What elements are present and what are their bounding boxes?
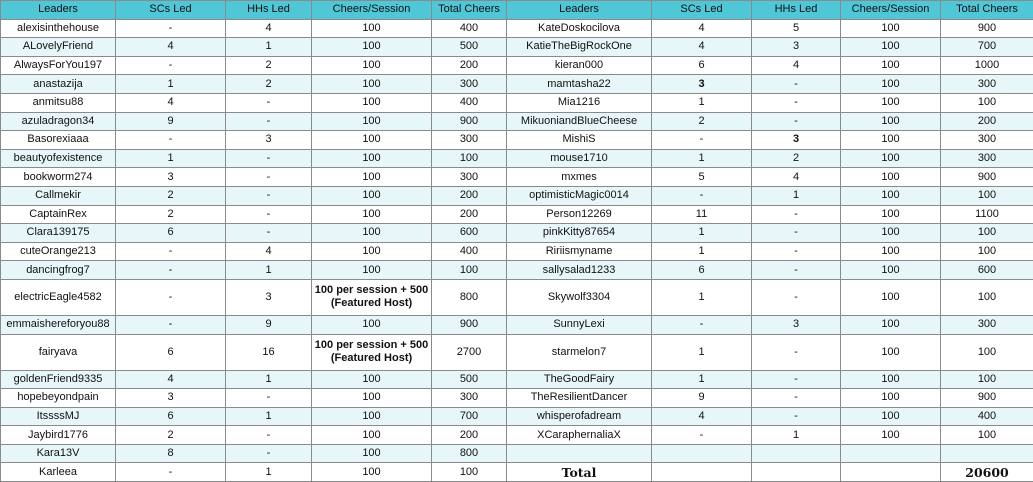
left-cheers-per-session-cell: 100 — [312, 389, 432, 408]
right-cheers-per-session-cell: 100 — [841, 149, 941, 168]
right-total-cheers-cell: 300 — [941, 75, 1033, 94]
right-leader-cell: kieran000 — [507, 56, 652, 75]
right-scs-led-cell: - — [652, 426, 752, 445]
left-scs-led-cell: 4 — [116, 38, 226, 57]
right-leader-cell: starmelon7 — [507, 334, 652, 370]
table-row — [1, 315, 1033, 334]
right-total-cheers-cell: 100 — [941, 242, 1033, 261]
left-cheers-per-session-cell: 100 — [312, 426, 432, 445]
right-scs-led-cell: 6 — [652, 56, 752, 75]
right-total-cheers-cell: 300 — [941, 149, 1033, 168]
left-total-cheers-cell: 700 — [432, 407, 507, 426]
left-hhs-led-cell: 3 — [226, 279, 312, 315]
right-leader-cell: mxmes — [507, 168, 652, 187]
table-row — [1, 279, 1033, 315]
left-scs-led-cell: 6 — [116, 334, 226, 370]
left-leader-cell: bookworm274 — [1, 168, 116, 187]
left-total-cheers-cell: 900 — [432, 315, 507, 334]
right-hhs-led-cell: 1 — [752, 426, 841, 445]
left-hhs-led-cell: 1 — [226, 261, 312, 280]
left-leader-cell: Kara13V — [1, 444, 116, 463]
table-row — [1, 38, 1033, 57]
left-leader-cell: anastazija — [1, 75, 116, 94]
left-hhs-led-cell: 2 — [226, 75, 312, 94]
right-hhs-led-cell: - — [752, 112, 841, 131]
header-leaders-right: Leaders — [507, 1, 652, 20]
right-cheers-per-session-cell: 100 — [841, 334, 941, 370]
right-cheers-per-session-cell: 100 — [841, 279, 941, 315]
left-hhs-led-cell: - — [226, 389, 312, 408]
left-total-cheers-cell: 500 — [432, 370, 507, 389]
left-leader-cell: alexisinthehouse — [1, 19, 116, 38]
right-total-cheers-cell: 900 — [941, 19, 1033, 38]
left-leader-cell: cuteOrange213 — [1, 242, 116, 261]
right-scs-led-cell: 11 — [652, 205, 752, 224]
table-row — [1, 93, 1033, 112]
table-row — [1, 186, 1033, 205]
right-hhs-led-cell: - — [752, 407, 841, 426]
table-row — [1, 407, 1033, 426]
left-hhs-led-cell: 3 — [226, 131, 312, 150]
table-row — [1, 56, 1033, 75]
right-total-cheers-cell: 100 — [941, 279, 1033, 315]
right-scs-led-cell: 4 — [652, 19, 752, 38]
right-leader-cell: XCaraphernaliaX — [507, 426, 652, 445]
left-total-cheers-cell: 300 — [432, 75, 507, 94]
header-hhs-led-left: HHs Led — [226, 1, 312, 20]
left-total-cheers-cell: 200 — [432, 205, 507, 224]
right-leader-cell: TheResilientDancer — [507, 389, 652, 408]
table-row — [1, 168, 1033, 187]
right-hhs-led-cell: - — [752, 370, 841, 389]
right-cheers-per-session-cell: 100 — [841, 407, 941, 426]
right-hhs-led-cell — [752, 463, 841, 482]
table-row — [1, 463, 1033, 482]
left-total-cheers-cell: 900 — [432, 112, 507, 131]
right-leader-cell: Skywolf3304 — [507, 279, 652, 315]
left-scs-led-cell: - — [116, 56, 226, 75]
right-hhs-led-cell: - — [752, 93, 841, 112]
table-row — [1, 149, 1033, 168]
right-scs-led-cell: 1 — [652, 224, 752, 243]
left-total-cheers-cell: 800 — [432, 279, 507, 315]
right-leader-cell: sallysalad1233 — [507, 261, 652, 280]
left-hhs-led-cell: 4 — [226, 19, 312, 38]
right-hhs-led-cell: 3 — [752, 131, 841, 150]
right-hhs-led-cell: - — [752, 334, 841, 370]
right-cheers-per-session-cell: 100 — [841, 389, 941, 408]
left-cheers-per-session-cell: 100 — [312, 93, 432, 112]
right-cheers-per-session-cell: 100 — [841, 261, 941, 280]
left-hhs-led-cell: - — [226, 149, 312, 168]
header-total-cheers-right: Total Cheers — [941, 1, 1033, 20]
left-scs-led-cell: 4 — [116, 93, 226, 112]
total-value: 20600 — [941, 463, 1033, 482]
right-leader-cell: TheGoodFairy — [507, 370, 652, 389]
left-hhs-led-cell: - — [226, 444, 312, 463]
left-leader-cell: ItssssMJ — [1, 407, 116, 426]
right-cheers-per-session-cell: 100 — [841, 426, 941, 445]
header-scs-led-right: SCs Led — [652, 1, 752, 20]
right-scs-led-cell: - — [652, 186, 752, 205]
table-row — [1, 75, 1033, 94]
right-cheers-per-session-cell: 100 — [841, 168, 941, 187]
right-leader-cell: SunnyLexi — [507, 315, 652, 334]
right-total-cheers-cell: 200 — [941, 112, 1033, 131]
right-leader-cell: mamtasha22 — [507, 75, 652, 94]
left-cheers-per-session-cell: 100 — [312, 19, 432, 38]
left-scs-led-cell: 2 — [116, 186, 226, 205]
table-row — [1, 19, 1033, 38]
right-total-cheers-cell: 900 — [941, 168, 1033, 187]
left-leader-cell: emmaishereforyou88 — [1, 315, 116, 334]
right-scs-led-cell: 1 — [652, 242, 752, 261]
total-label: Total — [507, 463, 652, 482]
left-total-cheers-cell: 400 — [432, 19, 507, 38]
right-total-cheers-cell: 100 — [941, 426, 1033, 445]
right-leader-cell: optimisticMagic0014 — [507, 186, 652, 205]
table-row — [1, 334, 1033, 370]
left-total-cheers-cell: 100 — [432, 149, 507, 168]
left-cheers-per-session-cell: 100 — [312, 75, 432, 94]
left-total-cheers-cell: 2700 — [432, 334, 507, 370]
left-cheers-per-session-cell: 100 — [312, 186, 432, 205]
left-total-cheers-cell: 500 — [432, 38, 507, 57]
right-cheers-per-session-cell: 100 — [841, 205, 941, 224]
header-row — [1, 1, 1033, 20]
header-cheers-session-left: Cheers/Session — [312, 1, 432, 20]
left-total-cheers-cell: 600 — [432, 224, 507, 243]
left-cheers-per-session-cell: 100 — [312, 370, 432, 389]
right-total-cheers-cell: 100 — [941, 186, 1033, 205]
left-scs-led-cell: - — [116, 242, 226, 261]
left-hhs-led-cell: - — [226, 112, 312, 131]
right-scs-led-cell: - — [652, 131, 752, 150]
left-scs-led-cell: - — [116, 19, 226, 38]
left-leader-cell: goldenFriend9335 — [1, 370, 116, 389]
right-hhs-led-cell: - — [752, 242, 841, 261]
left-leader-cell: hopebeyondpain — [1, 389, 116, 408]
right-scs-led-cell: 4 — [652, 407, 752, 426]
left-scs-led-cell: 9 — [116, 112, 226, 131]
table-row — [1, 205, 1033, 224]
left-hhs-led-cell: - — [226, 186, 312, 205]
right-hhs-led-cell: - — [752, 389, 841, 408]
right-cheers-per-session-cell: 100 — [841, 112, 941, 131]
table-row — [1, 426, 1033, 445]
right-cheers-per-session-cell — [841, 463, 941, 482]
left-hhs-led-cell: 1 — [226, 38, 312, 57]
left-scs-led-cell: 2 — [116, 205, 226, 224]
left-leader-cell: dancingfrog7 — [1, 261, 116, 280]
right-scs-led-cell — [652, 463, 752, 482]
left-scs-led-cell: - — [116, 315, 226, 334]
right-hhs-led-cell: 1 — [752, 186, 841, 205]
right-scs-led-cell: 1 — [652, 279, 752, 315]
right-cheers-per-session-cell — [841, 444, 941, 463]
left-hhs-led-cell: - — [226, 224, 312, 243]
right-hhs-led-cell: 3 — [752, 38, 841, 57]
left-cheers-per-session-cell: 100 — [312, 407, 432, 426]
table-row — [1, 389, 1033, 408]
right-total-cheers-cell — [941, 444, 1033, 463]
right-total-cheers-cell: 100 — [941, 93, 1033, 112]
left-hhs-led-cell: 16 — [226, 334, 312, 370]
header-scs-led-left: SCs Led — [116, 1, 226, 20]
right-scs-led-cell: 4 — [652, 38, 752, 57]
right-cheers-per-session-cell: 100 — [841, 75, 941, 94]
right-cheers-per-session-cell: 100 — [841, 242, 941, 261]
right-cheers-per-session-cell: 100 — [841, 38, 941, 57]
left-scs-led-cell: - — [116, 279, 226, 315]
left-total-cheers-cell: 200 — [432, 186, 507, 205]
left-leader-cell: Jaybird1776 — [1, 426, 116, 445]
left-hhs-led-cell: 4 — [226, 242, 312, 261]
left-cheers-per-session-cell: 100 — [312, 261, 432, 280]
right-cheers-per-session-cell: 100 — [841, 19, 941, 38]
left-total-cheers-cell: 400 — [432, 93, 507, 112]
right-total-cheers-cell: 400 — [941, 407, 1033, 426]
right-scs-led-cell: 1 — [652, 370, 752, 389]
left-cheers-per-session-cell: 100 — [312, 463, 432, 482]
left-leader-cell: beautyofexistence — [1, 149, 116, 168]
right-leader-cell: mouse1710 — [507, 149, 652, 168]
left-scs-led-cell: 3 — [116, 168, 226, 187]
left-leader-cell: ALovelyFriend — [1, 38, 116, 57]
left-total-cheers-cell: 300 — [432, 168, 507, 187]
left-cheers-per-session-cell: 100 — [312, 131, 432, 150]
left-scs-led-cell: 2 — [116, 426, 226, 445]
right-leader-cell: KatieTheBigRockOne — [507, 38, 652, 57]
table-row — [1, 261, 1033, 280]
right-hhs-led-cell: 3 — [752, 315, 841, 334]
left-cheers-per-session-cell: 100 per session + 500 (Featured Host) — [312, 334, 432, 370]
right-hhs-led-cell — [752, 444, 841, 463]
table-row — [1, 242, 1033, 261]
left-hhs-led-cell: 1 — [226, 407, 312, 426]
left-leader-cell: electricEagle4582 — [1, 279, 116, 315]
right-cheers-per-session-cell: 100 — [841, 315, 941, 334]
header-total-cheers-left: Total Cheers — [432, 1, 507, 20]
left-cheers-per-session-cell: 100 — [312, 444, 432, 463]
left-total-cheers-cell: 200 — [432, 426, 507, 445]
right-cheers-per-session-cell: 100 — [841, 131, 941, 150]
right-scs-led-cell: 2 — [652, 112, 752, 131]
table-row — [1, 131, 1033, 150]
left-hhs-led-cell: - — [226, 168, 312, 187]
right-scs-led-cell: 1 — [652, 334, 752, 370]
right-scs-led-cell — [652, 444, 752, 463]
left-scs-led-cell: 4 — [116, 370, 226, 389]
left-leader-cell: AlwaysForYou197 — [1, 56, 116, 75]
right-total-cheers-cell: 1000 — [941, 56, 1033, 75]
right-total-cheers-cell: 100 — [941, 370, 1033, 389]
left-scs-led-cell: 6 — [116, 407, 226, 426]
left-total-cheers-cell: 800 — [432, 444, 507, 463]
right-cheers-per-session-cell: 100 — [841, 56, 941, 75]
left-cheers-per-session-cell: 100 — [312, 38, 432, 57]
left-hhs-led-cell: 2 — [226, 56, 312, 75]
right-hhs-led-cell: - — [752, 261, 841, 280]
left-total-cheers-cell: 100 — [432, 463, 507, 482]
right-total-cheers-cell: 900 — [941, 389, 1033, 408]
right-cheers-per-session-cell: 100 — [841, 224, 941, 243]
right-leader-cell: Ririismyname — [507, 242, 652, 261]
left-scs-led-cell: 3 — [116, 389, 226, 408]
right-scs-led-cell: - — [652, 315, 752, 334]
left-cheers-per-session-cell: 100 per session + 500 (Featured Host) — [312, 279, 432, 315]
left-cheers-per-session-cell: 100 — [312, 149, 432, 168]
right-cheers-per-session-cell: 100 — [841, 370, 941, 389]
left-hhs-led-cell: - — [226, 205, 312, 224]
right-scs-led-cell: 6 — [652, 261, 752, 280]
left-hhs-led-cell: 1 — [226, 370, 312, 389]
left-leader-cell: Callmekir — [1, 186, 116, 205]
right-scs-led-cell: 1 — [652, 149, 752, 168]
right-total-cheers-cell: 300 — [941, 131, 1033, 150]
right-leader-cell — [507, 444, 652, 463]
right-scs-led-cell: 1 — [652, 93, 752, 112]
right-leader-cell: MishiS — [507, 131, 652, 150]
left-scs-led-cell: 1 — [116, 149, 226, 168]
right-hhs-led-cell: - — [752, 279, 841, 315]
right-hhs-led-cell: - — [752, 224, 841, 243]
table-row — [1, 444, 1033, 463]
right-leader-cell: Person12269 — [507, 205, 652, 224]
left-leader-cell: anmitsu88 — [1, 93, 116, 112]
right-cheers-per-session-cell: 100 — [841, 186, 941, 205]
right-hhs-led-cell: 2 — [752, 149, 841, 168]
left-total-cheers-cell: 300 — [432, 389, 507, 408]
table-body — [1, 19, 1033, 481]
right-leader-cell: MikuoniandBlueCheese — [507, 112, 652, 131]
left-hhs-led-cell: - — [226, 426, 312, 445]
left-cheers-per-session-cell: 100 — [312, 205, 432, 224]
header-cheers-session-right: Cheers/Session — [841, 1, 941, 20]
left-total-cheers-cell: 100 — [432, 261, 507, 280]
left-scs-led-cell: 1 — [116, 75, 226, 94]
left-cheers-per-session-cell: 100 — [312, 242, 432, 261]
right-total-cheers-cell: 600 — [941, 261, 1033, 280]
left-scs-led-cell: 8 — [116, 444, 226, 463]
left-leader-cell: Basorexiaaa — [1, 131, 116, 150]
left-scs-led-cell: - — [116, 261, 226, 280]
left-cheers-per-session-cell: 100 — [312, 224, 432, 243]
header-hhs-led-right: HHs Led — [752, 1, 841, 20]
table-row — [1, 112, 1033, 131]
left-leader-cell: azuladragon34 — [1, 112, 116, 131]
right-leader-cell: KateDoskocilova — [507, 19, 652, 38]
left-cheers-per-session-cell: 100 — [312, 315, 432, 334]
right-total-cheers-cell: 700 — [941, 38, 1033, 57]
right-hhs-led-cell: 5 — [752, 19, 841, 38]
left-total-cheers-cell: 400 — [432, 242, 507, 261]
header-leaders-left: Leaders — [1, 1, 116, 20]
right-hhs-led-cell: 4 — [752, 56, 841, 75]
left-scs-led-cell: - — [116, 131, 226, 150]
left-cheers-per-session-cell: 100 — [312, 56, 432, 75]
right-leader-cell: whisperofadream — [507, 407, 652, 426]
left-cheers-per-session-cell: 100 — [312, 112, 432, 131]
right-hhs-led-cell: - — [752, 205, 841, 224]
left-total-cheers-cell: 300 — [432, 131, 507, 150]
left-cheers-per-session-cell: 100 — [312, 168, 432, 187]
right-scs-led-cell: 3 — [652, 75, 752, 94]
right-total-cheers-cell: 300 — [941, 315, 1033, 334]
right-total-cheers-cell: 100 — [941, 224, 1033, 243]
right-hhs-led-cell: - — [752, 75, 841, 94]
right-cheers-per-session-cell: 100 — [841, 93, 941, 112]
right-hhs-led-cell: 4 — [752, 168, 841, 187]
table-row — [1, 224, 1033, 243]
right-leader-cell: Mia1216 — [507, 93, 652, 112]
left-leader-cell: Clara139175 — [1, 224, 116, 243]
right-total-cheers-cell: 100 — [941, 334, 1033, 370]
left-leader-cell: Karleea — [1, 463, 116, 482]
table-row — [1, 370, 1033, 389]
right-scs-led-cell: 5 — [652, 168, 752, 187]
left-scs-led-cell: - — [116, 463, 226, 482]
left-leader-cell: fairyava — [1, 334, 116, 370]
right-scs-led-cell: 9 — [652, 389, 752, 408]
left-scs-led-cell: 6 — [116, 224, 226, 243]
left-hhs-led-cell: - — [226, 93, 312, 112]
right-total-cheers-cell: 1100 — [941, 205, 1033, 224]
left-total-cheers-cell: 200 — [432, 56, 507, 75]
left-hhs-led-cell: 1 — [226, 463, 312, 482]
left-leader-cell: CaptainRex — [1, 205, 116, 224]
right-leader-cell: pinkKitty87654 — [507, 224, 652, 243]
left-hhs-led-cell: 9 — [226, 315, 312, 334]
